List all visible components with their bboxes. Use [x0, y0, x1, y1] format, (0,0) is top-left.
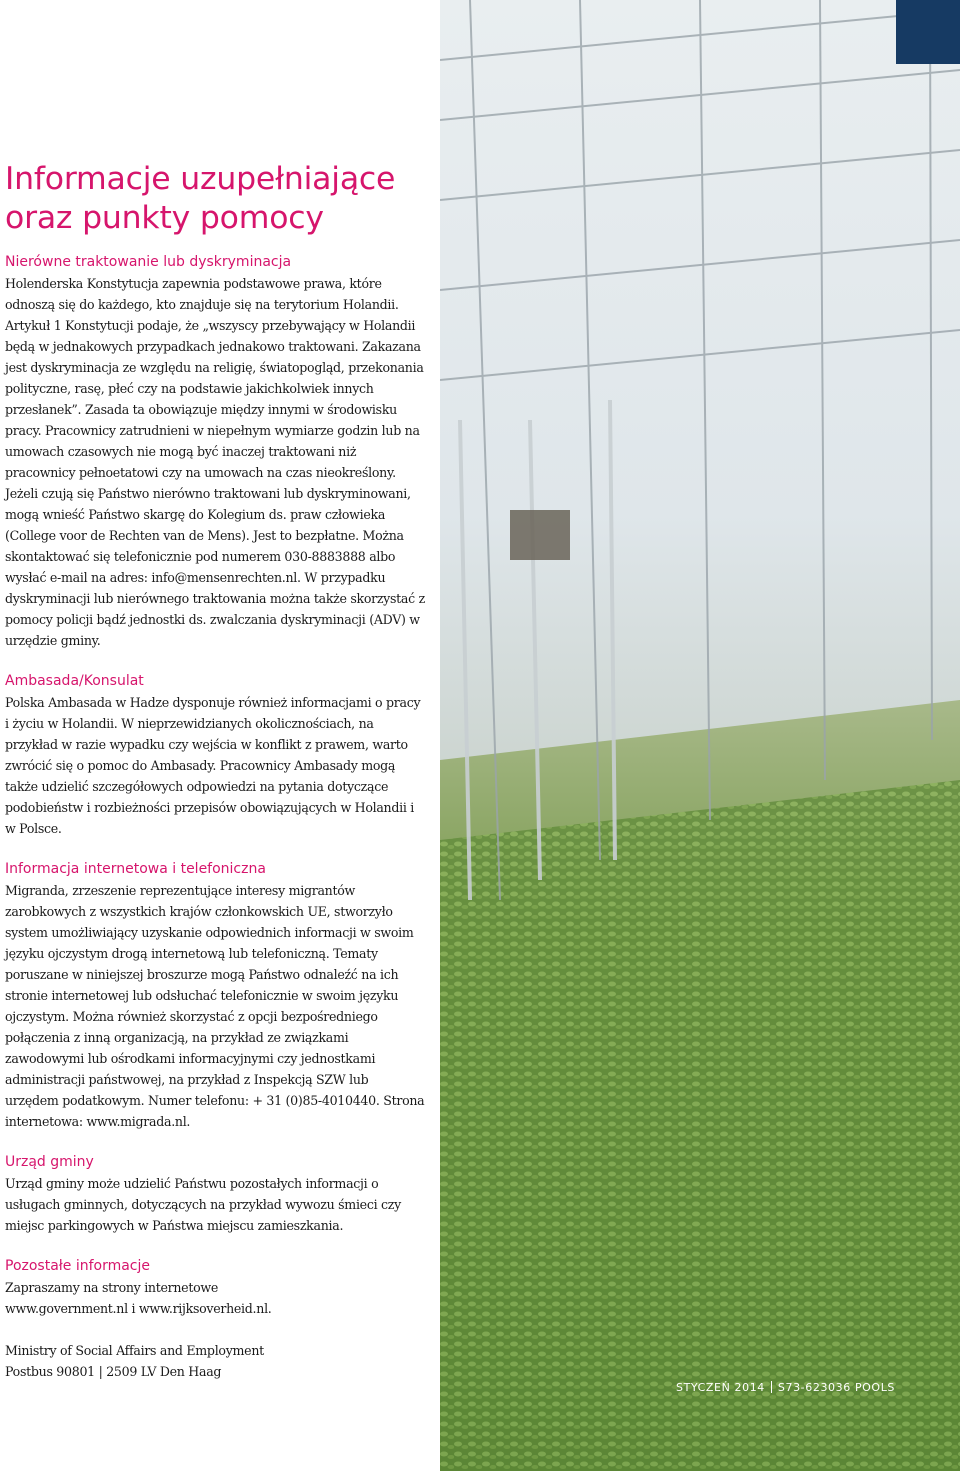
publication-code: [676, 1381, 895, 1394]
section-heading: Informacja internetowa i telefoniczna: [5, 861, 266, 877]
section-embassy: [5, 671, 425, 839]
brand-tab: [896, 0, 960, 64]
section-heading: Ambasada/Konsulat: [5, 673, 144, 689]
section-heading: Urząd gminy: [5, 1154, 94, 1170]
text-column: [5, 160, 425, 1382]
websites-line: www.government.nl i www.rijksoverheid.nl.: [5, 1301, 272, 1316]
section-body: Urząd gminy może udzielić Państwu pozostałych informacji o usługach gminnych, dotyczących na przykład wywozu śmieci czy miejsc parkingowych w Państwa miejscu zamieszkania.: [5, 1176, 401, 1233]
greenhouse-illustration: [440, 0, 960, 1471]
section-other-info: [5, 1256, 425, 1319]
ministry-address: [5, 1340, 425, 1382]
section-body: Migranda, zrzeszenie reprezentujące interesy migrantów zarobkowych z wszystkich krajów członkowskich UE, stworzyło system umożliwiający uzyskanie odpowiednich informacji w swoim języku ojczystym drogą internetową lub telefoniczną. Tematy poruszane w niniejszej broszurze mogą Państwo odnaleźć na ich stronie internetowej lub odsłuchać telefonicznie w swoim języku ojczystym. Można również skorzystać z opcji bezpośredniego połączenia z inną organizacją, na przykład ze związkami zawodowymi lub ośrodkami informacyjnymi czy jednostkami administracji państwowej, na przykład z Inspekcją SZW lub urzędem podatkowym. Numer telefonu: + 31 (0)85-4010440. Strona internetowa: www.migrada.nl.: [5, 883, 425, 1129]
greenhouse-photo: [440, 0, 960, 1471]
separator: [771, 1381, 772, 1393]
publication-number: S73-623036 POOLS: [777, 1381, 896, 1394]
section-heading: Nierówne traktowanie lub dyskryminacja: [5, 254, 292, 270]
section-body-line: Zapraszamy na strony internetowe: [5, 1280, 219, 1295]
section-discrimination: [5, 252, 425, 651]
address-line-1: Ministry of Social Affairs and Employment: [5, 1343, 264, 1358]
page-title: Informacje uzupełniające oraz punkty pomocy: [5, 161, 396, 236]
section-internet-phone: [5, 859, 425, 1132]
section-body: Polska Ambasada w Hadze dysponuje również informacjami o pracy i życiu w Holandii. W nieprzewidzianych okolicznościach, na przykład w razie wypadku czy wejścia w konflikt z prawem, warto zwrócić się o pomoc do Ambasady. Pracownicy Ambasady mogą także udzielić szczegółowych odpowiedzi na pytania dotyczące podobieństw i rozbieżności przepisów obowiązujących w Holandii i w Polsce.: [5, 695, 421, 836]
publication-date: STYCZEŃ 2014: [676, 1381, 765, 1394]
section-body: Holenderska Konstytucja zapewnia podstawowe prawa, które odnoszą się do każdego, kto znajduje się na terytorium Holandii. Artykuł 1 Konstytucji podaje, że „wszyscy przebywający w Holandii będą w jednakowych przypadkach jednakowo traktowani. Zakazana jest dyskryminacja ze względu na religię, światopogląd, przekonania polityczne, rasę, płeć czy na podstawie jakichkolwiek innych przesłanek”. Zasada ta obowiązuje między innymi w środowisku pracy. Pracownicy zatrudnieni w niepełnym wymiarze godzin lub na umowach czasowych nie mogą być inaczej traktowani niż pracownicy pełnoetatowi czy na umowach na czas nieokreślony. Jeżeli czują się Państwo nierówno traktowani lub dyskryminowani, mogą wnieść Państwo skargę do Kolegium ds. praw człowieka (College voor de Rechten van de Mens). Jest to bezpłatne. Można skontaktować się telefonicznie pod numerem 030-8883888 albo wysłać e-mail na adres: info@mensenrechten.nl. W przypadku dyskryminacji lub nierównego traktowania można także skorzystać z pomocy policji bądź jednostki ds. zwalczania dyskryminacji (ADV) w urzędzie gminy.: [5, 276, 425, 648]
section-heading: Pozostałe informacje: [5, 1258, 151, 1274]
section-municipality: [5, 1152, 425, 1236]
address-line-2: Postbus 90801 | 2509 LV Den Haag: [5, 1364, 222, 1379]
